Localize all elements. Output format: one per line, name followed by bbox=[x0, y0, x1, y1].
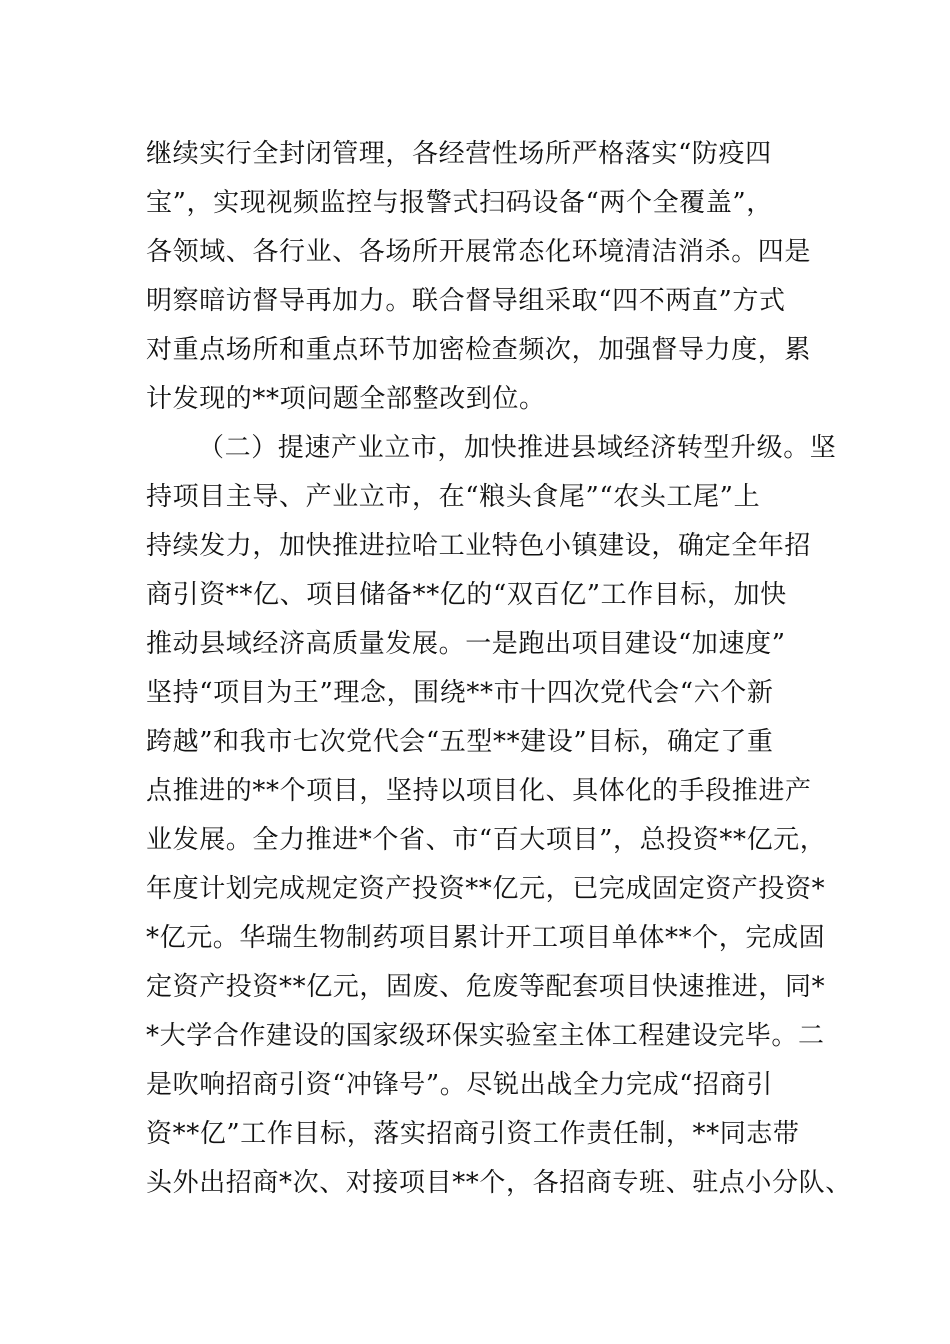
text-line: 头外出招商*次、对接项目**个，各招商专班、驻点小分队、 bbox=[146, 1168, 852, 1198]
text-line: 推动县域经济高质量发展。一是跑出项目建设“加速度” bbox=[146, 629, 786, 659]
text-line: *亿元。华瑞生物制药项目累计开工项目单体**个，完成固 bbox=[146, 923, 826, 953]
text-line: 坚持“项目为王”理念，围绕**市十四次党代会“六个新 bbox=[146, 678, 774, 708]
text-line: 对重点场所和重点环节加密检查频次，加强督导力度，累 bbox=[146, 335, 812, 365]
text-line: 是吹响招商引资“冲锋号”。尽锐出战全力完成“招商引 bbox=[146, 1070, 773, 1100]
text-line: 持续发力，加快推进拉哈工业特色小镇建设，确定全年招 bbox=[146, 531, 812, 561]
text-line: 业发展。全力推进*个省、市“百大项目”，总投资**亿元， bbox=[146, 825, 827, 855]
text-line: 计发现的**项问题全部整改到位。 bbox=[146, 384, 546, 414]
section-heading-line: （二）提速产业立市，加快推进县域经济转型升级。坚 bbox=[198, 433, 837, 463]
text-line: 商引资**亿、项目储备**亿的“双百亿”工作目标，加快 bbox=[146, 580, 787, 610]
text-line: 定资产投资**亿元，固废、危废等配套项目快速推进，同* bbox=[146, 972, 826, 1002]
text-line: 点推进的**个项目，坚持以项目化、具体化的手段推进产 bbox=[146, 776, 812, 806]
text-line: 持项目主导、产业立市，在“粮头食尾”“农头工尾”上 bbox=[146, 482, 761, 512]
text-line: *大学合作建设的国家级环保实验室主体工程建设完毕。二 bbox=[146, 1021, 825, 1051]
text-line: 跨越”和我市七次党代会“五型**建设”目标，确定了重 bbox=[146, 727, 774, 757]
text-line: 资**亿”工作目标，落实招商引资工作责任制，**同志带 bbox=[146, 1119, 800, 1149]
text-line: 继续实行全封闭管理，各经营性场所严格落实“防疫四 bbox=[146, 139, 772, 169]
text-line: 年度计划完成规定资产投资**亿元，已完成固定资产投资* bbox=[146, 874, 826, 904]
text-line: 各领域、各行业、各场所开展常态化环境清洁消杀。四是 bbox=[146, 237, 812, 267]
text-line: 明察暗访督导再加力。联合督导组采取“四不两直”方式 bbox=[146, 286, 786, 316]
text-line: 宝”，实现视频监控与报警式扫码设备“两个全覆盖”， bbox=[146, 188, 773, 218]
